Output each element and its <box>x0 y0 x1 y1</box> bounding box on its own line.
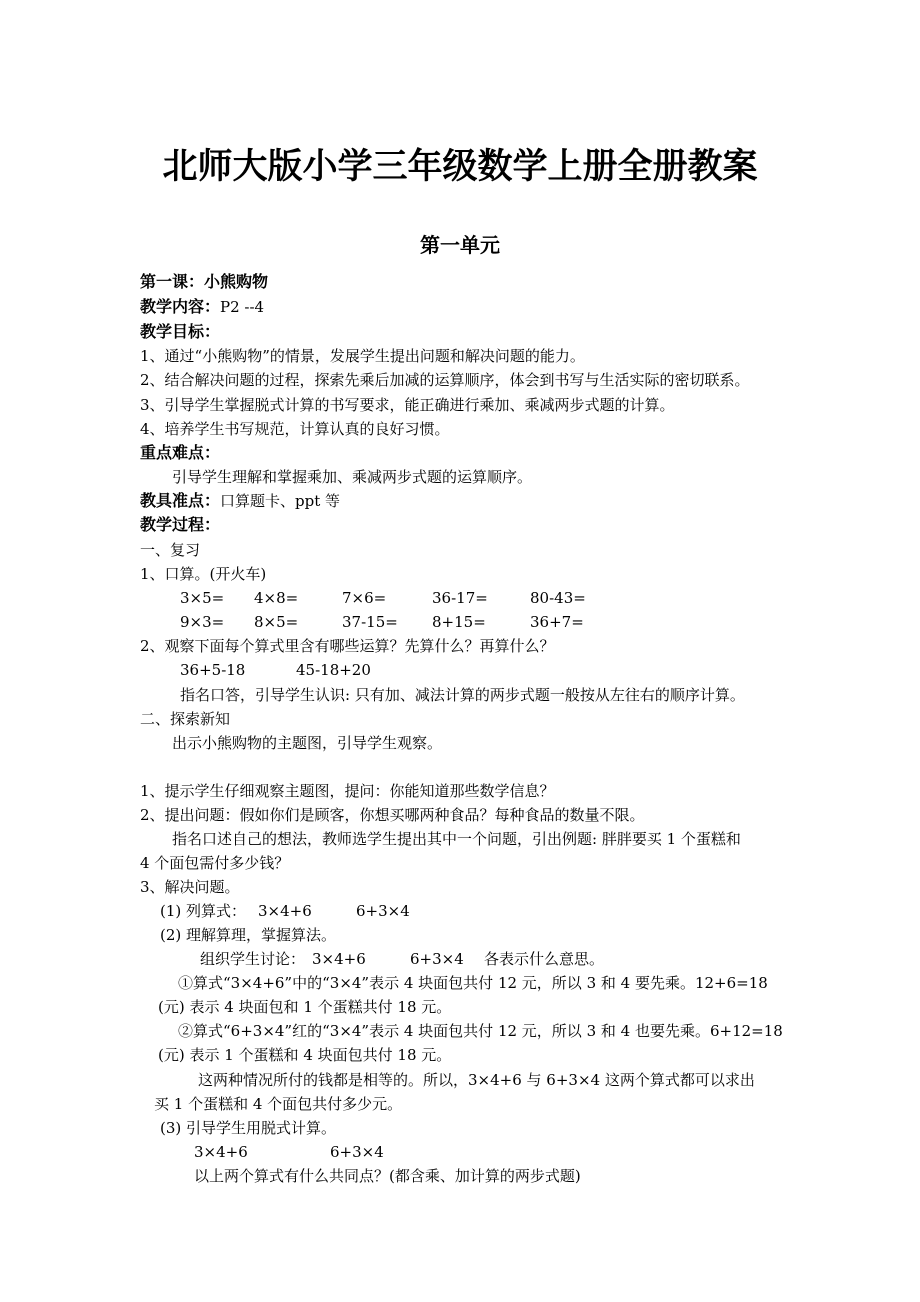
calc-cell: 7×6= <box>342 589 387 607</box>
teaching-content <box>140 297 264 317</box>
expression: 3×4+6 <box>194 1143 248 1161</box>
question-2-note: 指名口述自己的想法，教师选学生提出其中一个问题，引出例题: 胖胖要买 1 个蛋糕和 <box>172 830 741 848</box>
process-heading: 教学过程： <box>140 515 221 534</box>
content-value: P2 --4 <box>220 298 265 316</box>
tools-label: 教具准点： <box>140 491 221 510</box>
question-3: 3、解决问题。 <box>140 878 240 896</box>
goal-item: 1、通过“小熊购物”的情景，发展学生提出问题和解决问题的能力。 <box>140 347 585 365</box>
observe-item: 2、观察下面每个算式里含有哪些运算？先算什么？再算什么？ <box>140 637 555 655</box>
question-2: 2、提出问题：假如你们是顾客，你想买哪两种食品？每种食品的数量不限。 <box>140 806 645 824</box>
explanation-2-cont: (元) 表示 1 个蛋糕和 4 块面包共付 18 元。 <box>158 1046 452 1064</box>
unit-heading: 第一单元 <box>420 233 500 257</box>
content-label: 教学内容： <box>140 297 221 316</box>
review-note: 指名口答，引导学生认识: 只有加、减法计算的两步式题一般按从左往右的顺序计算。 <box>180 686 745 704</box>
expression: 3×4+6 <box>258 902 312 920</box>
goal-item: 3、引导学生掌握脱式计算的书写要求，能正确进行乘加、乘减两步式题的计算。 <box>140 396 675 414</box>
explanation-1-cont: (元) 表示 4 块面包和 1 个蛋糕共付 18 元。 <box>158 998 452 1016</box>
goal-item: 2、结合解决问题的过程，探索先乘后加减的运算顺序，体会到书写与生活实际的密切联系。 <box>140 371 750 389</box>
discuss-label: 组织学生讨论： <box>200 950 306 968</box>
expression: 3×4+6 <box>312 950 366 968</box>
calc-cell: 36+7= <box>530 613 584 631</box>
lesson-heading <box>140 272 268 292</box>
step-3-label: (3) 引导学生用脱式计算。 <box>160 1119 337 1137</box>
explanation-2: ②算式“6+3×4”红的“3×4”表示 4 块面包共付 12 元，所以 3 和 4 也要先乘。6+12=18 <box>178 1022 783 1040</box>
key-points-heading: 重点难点： <box>140 443 221 462</box>
common-point-question: 以上两个算式有什么共同点？(都含乘、加计算的两步式题) <box>194 1167 581 1185</box>
oral-calc-item: 1、口算。(开火车) <box>140 565 267 583</box>
expression: 6+3×4 <box>410 950 464 968</box>
expression: 36+5-18 <box>180 661 246 679</box>
lesson-label: 第一课： <box>140 272 205 291</box>
equal-note-cont: 买 1 个蛋糕和 4 个面包共付多少元。 <box>154 1095 403 1113</box>
calc-cell: 80-43= <box>530 589 586 607</box>
review-heading: 一、复习 <box>140 541 201 559</box>
key-points-text: 引导学生理解和掌握乘加、乘减两步式题的运算顺序。 <box>172 468 533 486</box>
explore-intro: 出示小熊购物的主题图，引导学生观察。 <box>172 734 443 752</box>
discuss-tail: 各表示什么意思。 <box>484 950 605 968</box>
calc-cell: 3×5= <box>180 589 225 607</box>
document-title: 北师大版小学三年级数学上册全册教案 <box>162 146 758 187</box>
question-1: 1、提示学生仔细观察主题图，提问：你能知道那些数学信息？ <box>140 782 555 800</box>
calc-cell: 8×5= <box>254 613 299 631</box>
calc-cell: 36-17= <box>432 589 488 607</box>
step-2-label: (2) 理解算理，掌握算法。 <box>160 926 337 944</box>
explore-heading: 二、探索新知 <box>140 710 231 728</box>
calc-cell: 37-15= <box>342 613 398 631</box>
calc-cell: 4×8= <box>254 589 299 607</box>
expression: 45-18+20 <box>296 661 371 679</box>
explanation-1: ①算式“3×4+6”中的“3×4”表示 4 块面包共付 12 元，所以 3 和 4 要先乘。12+6=18 <box>178 974 768 992</box>
calc-cell: 8+15= <box>432 613 486 631</box>
step-1-label: (1) 列算式： <box>160 902 247 920</box>
goal-item: 4、培养学生书写规范，计算认真的良好习惯。 <box>140 420 450 438</box>
lesson-name: 小熊购物 <box>204 272 269 291</box>
equal-note: 这两种情况所付的钱都是相等的。所以，3×4+6 与 6+3×4 这两个算式都可以求出 <box>198 1071 755 1089</box>
calc-cell: 9×3= <box>180 613 225 631</box>
question-2-note-cont: 4 个面包需付多少钱？ <box>140 854 290 872</box>
tools-value: 口算题卡、ppt 等 <box>220 492 341 510</box>
expression: 6+3×4 <box>330 1143 384 1161</box>
teaching-tools <box>140 491 340 511</box>
goals-heading: 教学目标： <box>140 322 221 341</box>
expression: 6+3×4 <box>356 902 410 920</box>
